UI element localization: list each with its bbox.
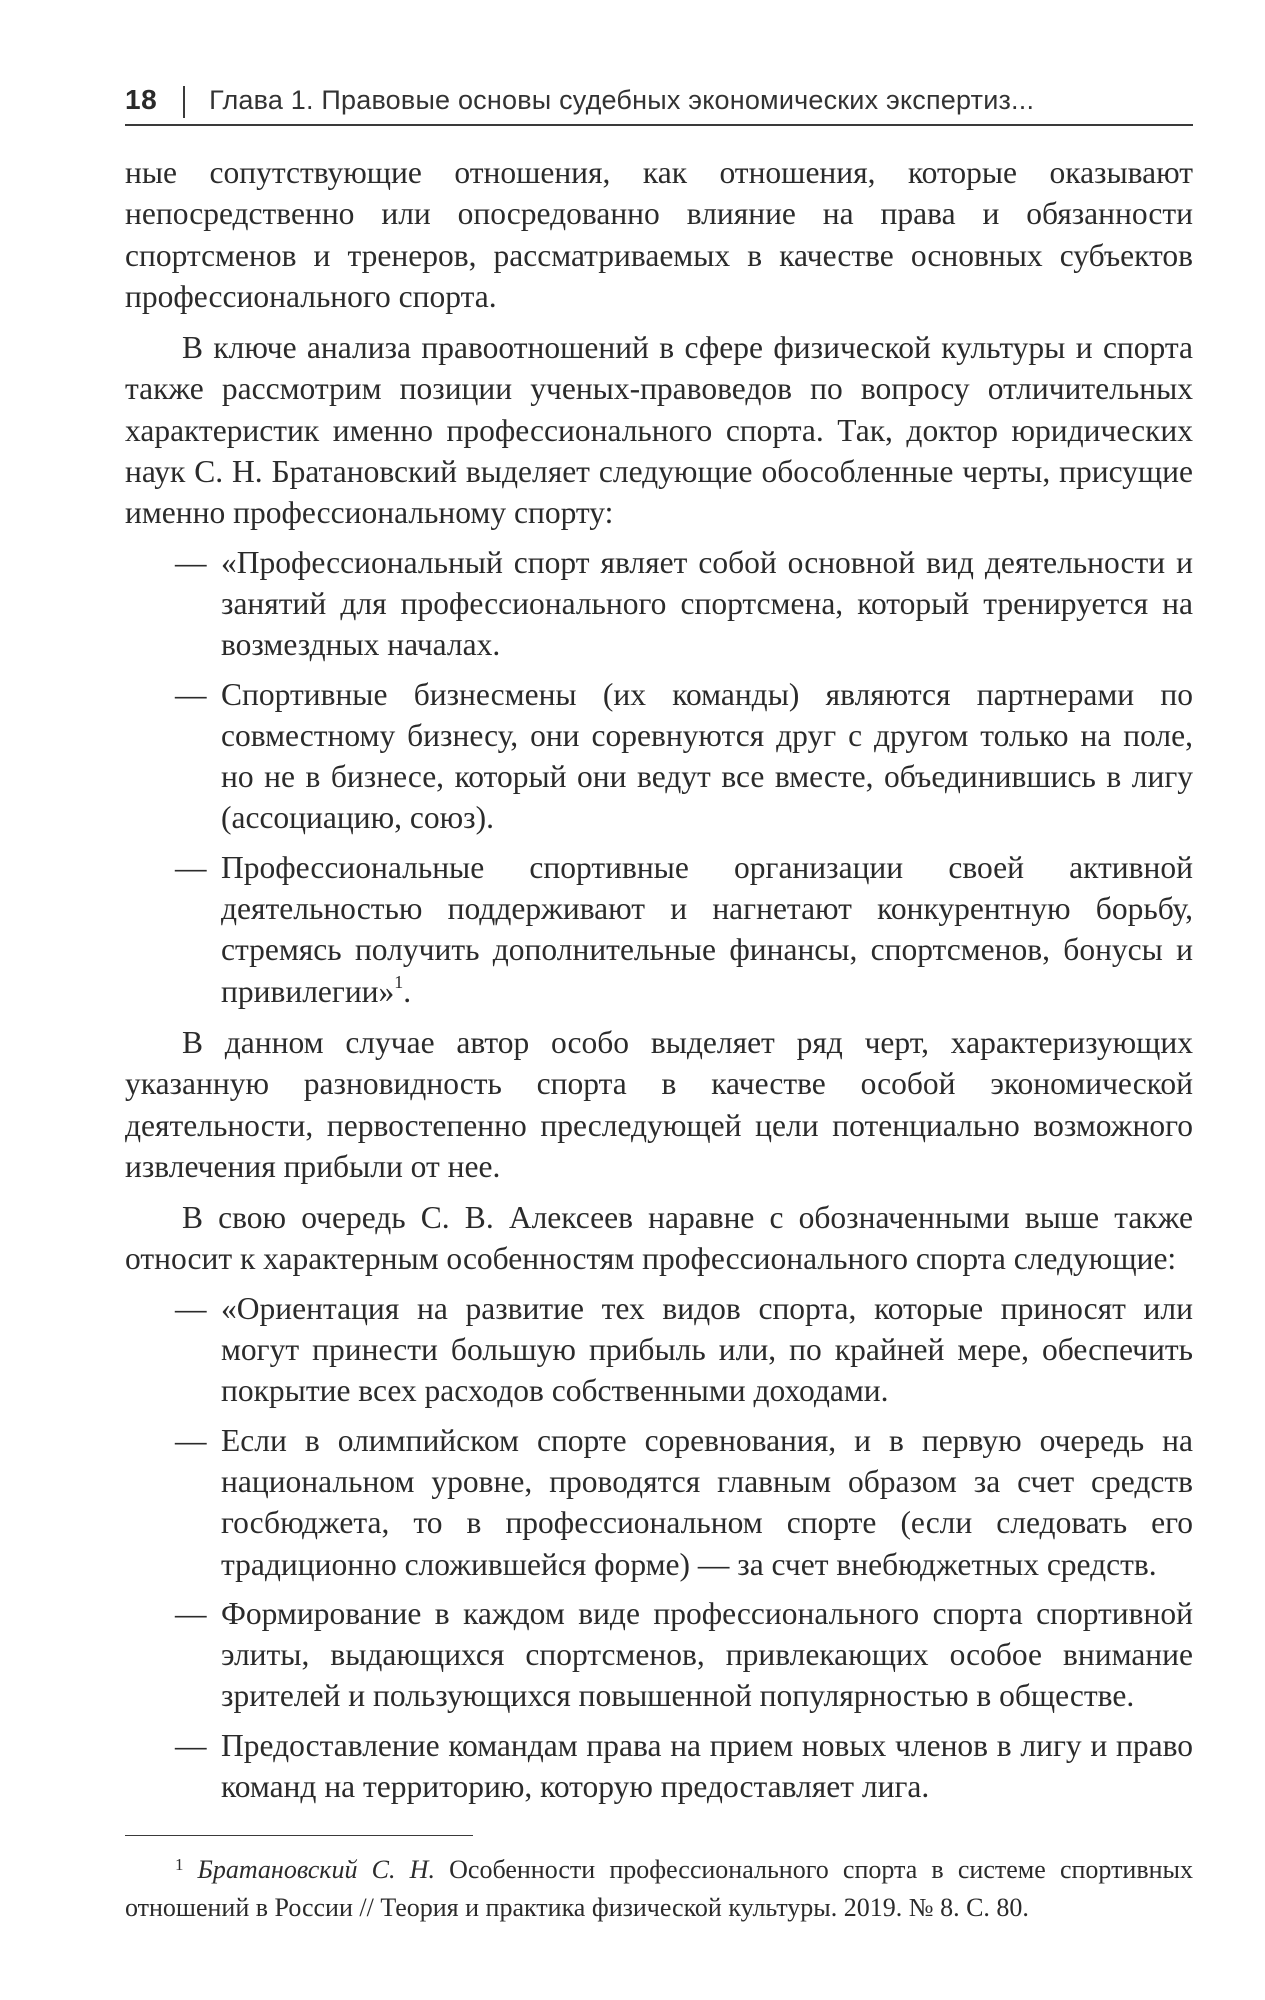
paragraph: В свою очередь С. В. Алексеев наравне с обозначенными выше также относит к характерным особенностям профессионального спорта следующие:: [125, 1200, 1193, 1277]
footnote-reference[interactable]: 1: [394, 972, 404, 993]
footnote-divider: [125, 1835, 473, 1836]
dash-marker: —: [175, 1727, 207, 1763]
header-separator: [183, 86, 185, 118]
dash-marker: —: [175, 849, 207, 885]
list-item: [125, 1725, 1193, 1808]
list-item-text: Формирование в каждом виде профессионального спорта спортивной элиты, выдающихся спортсменов, привлекающих особое внимание зрителей и пользующихся повышенной популярностью в обществе.: [221, 1595, 1193, 1714]
list-item-text: Если в олимпийском спорте соревнования, и в первую очередь на национальном уровне, проводятся главным образом за счет средств госбюджета, то в профессиональном спорте (если следовать его традиционно сложившейся форме) — за счет внебюджетных средств.: [221, 1422, 1193, 1582]
list-item: [125, 1593, 1193, 1717]
footnote-author: Братановский С. Н.: [197, 1855, 435, 1884]
footnote-text: Особенности профессионального спорта в системе спортивных отношений в России // Теория и практика физической культуры. 2019. № 8. С. 80.: [125, 1855, 1194, 1922]
footnote-mark: 1: [175, 1855, 184, 1874]
list-item: [125, 674, 1193, 839]
paragraph: В данном случае автор особо выделяет ряд черт, характеризующих указанную разновидность спорта в качестве особой экономической деятельности, первостепенно преследующей цели потенциально возможного извлечения прибыли от нее.: [125, 1024, 1193, 1184]
dash-marker: —: [175, 1595, 207, 1631]
list-item-text: «Ориентация на развитие тех видов спорта, которые приносят или могут принести большую прибыль или, по крайней мере, обеспечить покрытие всех расходов собственными доходами.: [221, 1290, 1193, 1409]
quote-list-alekseev: [125, 1288, 1193, 1808]
quote-list-bratanovsky: [125, 542, 1193, 1012]
paragraph: В ключе анализа правоотношений в сфере физической культуры и спорта также рассмотрим позиции ученых-правоведов по вопросу отличительных характеристик именно профессионального спорта. Так, доктор юридических наук С. Н. Братановский выделяет следующие обособленные черты, присущие именно профессиональному спорту:: [125, 330, 1193, 531]
main-text: [125, 152, 1193, 1807]
list-item: [125, 1420, 1193, 1585]
dash-marker: —: [175, 1290, 207, 1326]
footnote: [125, 1852, 1193, 1925]
paragraph-continued: ные сопутствующие отношения, как отношения, которые оказывают непосредственно или опосредованно влияние на права и обязанности спортсменов и тренеров, рассматриваемых в качестве основных субъектов профессионального спорта.: [125, 155, 1193, 314]
list-item-text: Предоставление командам права на прием новых членов в лигу и право команд на территорию, которую предоставляет лига.: [221, 1727, 1193, 1804]
dash-marker: —: [175, 544, 207, 580]
list-item-text: Профессиональные спортивные организации своей активной деятельностью поддерживают и нагнетают конкурентную борьбу, стремясь получить дополнительные финансы, спортсменов, бонусы и привилегии»: [221, 849, 1193, 1009]
list-item: [125, 1288, 1193, 1412]
list-item: [125, 542, 1193, 666]
dash-marker: —: [175, 676, 207, 712]
running-title: Глава 1. Правовые основы судебных экономических экспертиз...: [209, 85, 1035, 115]
running-header: [125, 74, 1193, 126]
list-item-text: Спортивные бизнесмены (их команды) являются партнерами по совместному бизнесу, они соревнуются друг с другом только на поле, но не в бизнесе, который они ведут все вместе, объединившись в лигу (ассоциацию, союз).: [221, 676, 1193, 836]
page-number: 18: [125, 84, 158, 115]
dash-marker: —: [175, 1422, 207, 1458]
list-item-text: «Профессиональный спорт являет собой основной вид деятельности и занятий для профессионального спортсмена, который тренируется на возмездных началах.: [221, 544, 1193, 663]
list-item-end: .: [403, 973, 412, 1009]
list-item: [125, 847, 1193, 1012]
